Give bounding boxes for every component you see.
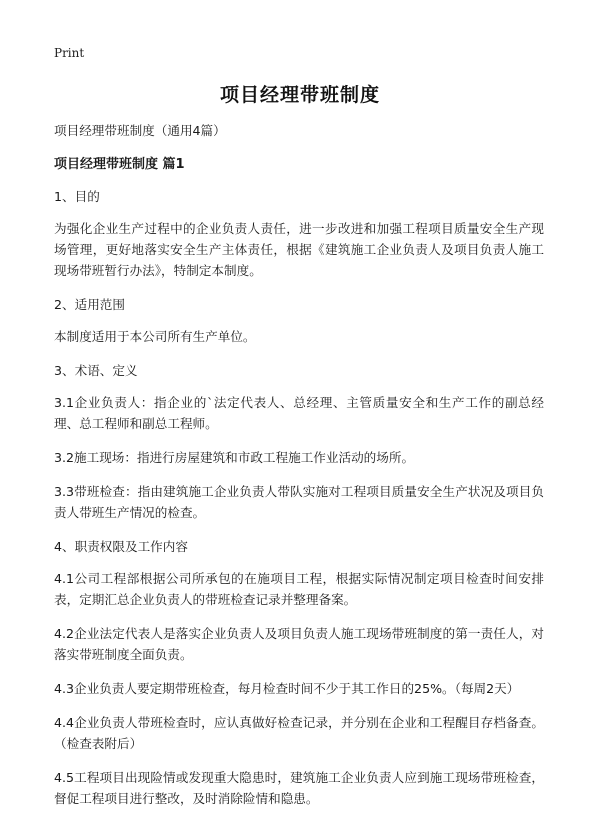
paragraph-responsibility-4-5: 4.5工程项目出现险情或发现重大隐患时，建筑施工企业负责人应到施工现场带班检查，督促工程项目进行整改，及时消除险情和隐患。 [54,770,544,806]
document-title: 项目经理带班制度 [219,84,380,106]
document-subtitle: 项目经理带班制度（通用4篇） [54,123,226,138]
document-content [54,120,544,822]
heading-purpose: 1、目的 [54,189,100,204]
paragraph-responsibility-4-3: 4.3企业负责人要定期带班检查，每月检查时间不少于其工作日的25%。（每周2天） [54,681,520,696]
heading-definitions: 3、术语、定义 [54,363,138,378]
print-link[interactable]: Print [54,46,85,60]
paragraph-responsibility-4-4: 4.4企业负责人带班检查时，应认真做好检查记录，并分别在企业和工程醒目存档备查。（检查表附后） [54,715,544,751]
section-title: 项目经理带班制度 篇1 [54,157,185,172]
paragraph-definition-3-3: 3.3带班检查：指由建筑施工企业负责人带队实施对工程项目质量安全生产状况及项目负责人带班生产情况的检查。 [54,484,544,520]
heading-scope: 2、适用范围 [54,297,125,312]
paragraph-scope: 本制度适用于本公司所有生产单位。 [54,329,256,344]
paragraph-responsibility-4-1: 4.1公司工程部根据公司所承包的在施项目工程，根据实际情况制定项目检查时间安排表，定期汇总企业负责人的带班检查记录并整理备案。 [54,571,544,607]
paragraph-responsibility-4-2: 4.2企业法定代表人是落实企业负责人及项目负责人施工现场带班制度的第一责任人，对落实带班制度全面负责。 [54,626,544,662]
heading-responsibilities: 4、职责权限及工作内容 [54,539,188,554]
paragraph-purpose: 为强化企业生产过程中的企业负责人责任，进一步改进和加强工程项目质量安全生产现场管理，更好地落实安全生产主体责任，根据《建筑施工企业负责人及项目负责人施工现场带班暂行办法》，特制定本制度。 [54,221,544,278]
paragraph-definition-3-1: 3.1企业负责人：指企业的`法定代表人、总经理、主管质量安全和生产工作的副总经理、总工程师和副总工程师。 [54,395,544,431]
paragraph-definition-3-2: 3.2施工现场：指进行房屋建筑和市政工程施工作业活动的场所。 [54,450,415,465]
